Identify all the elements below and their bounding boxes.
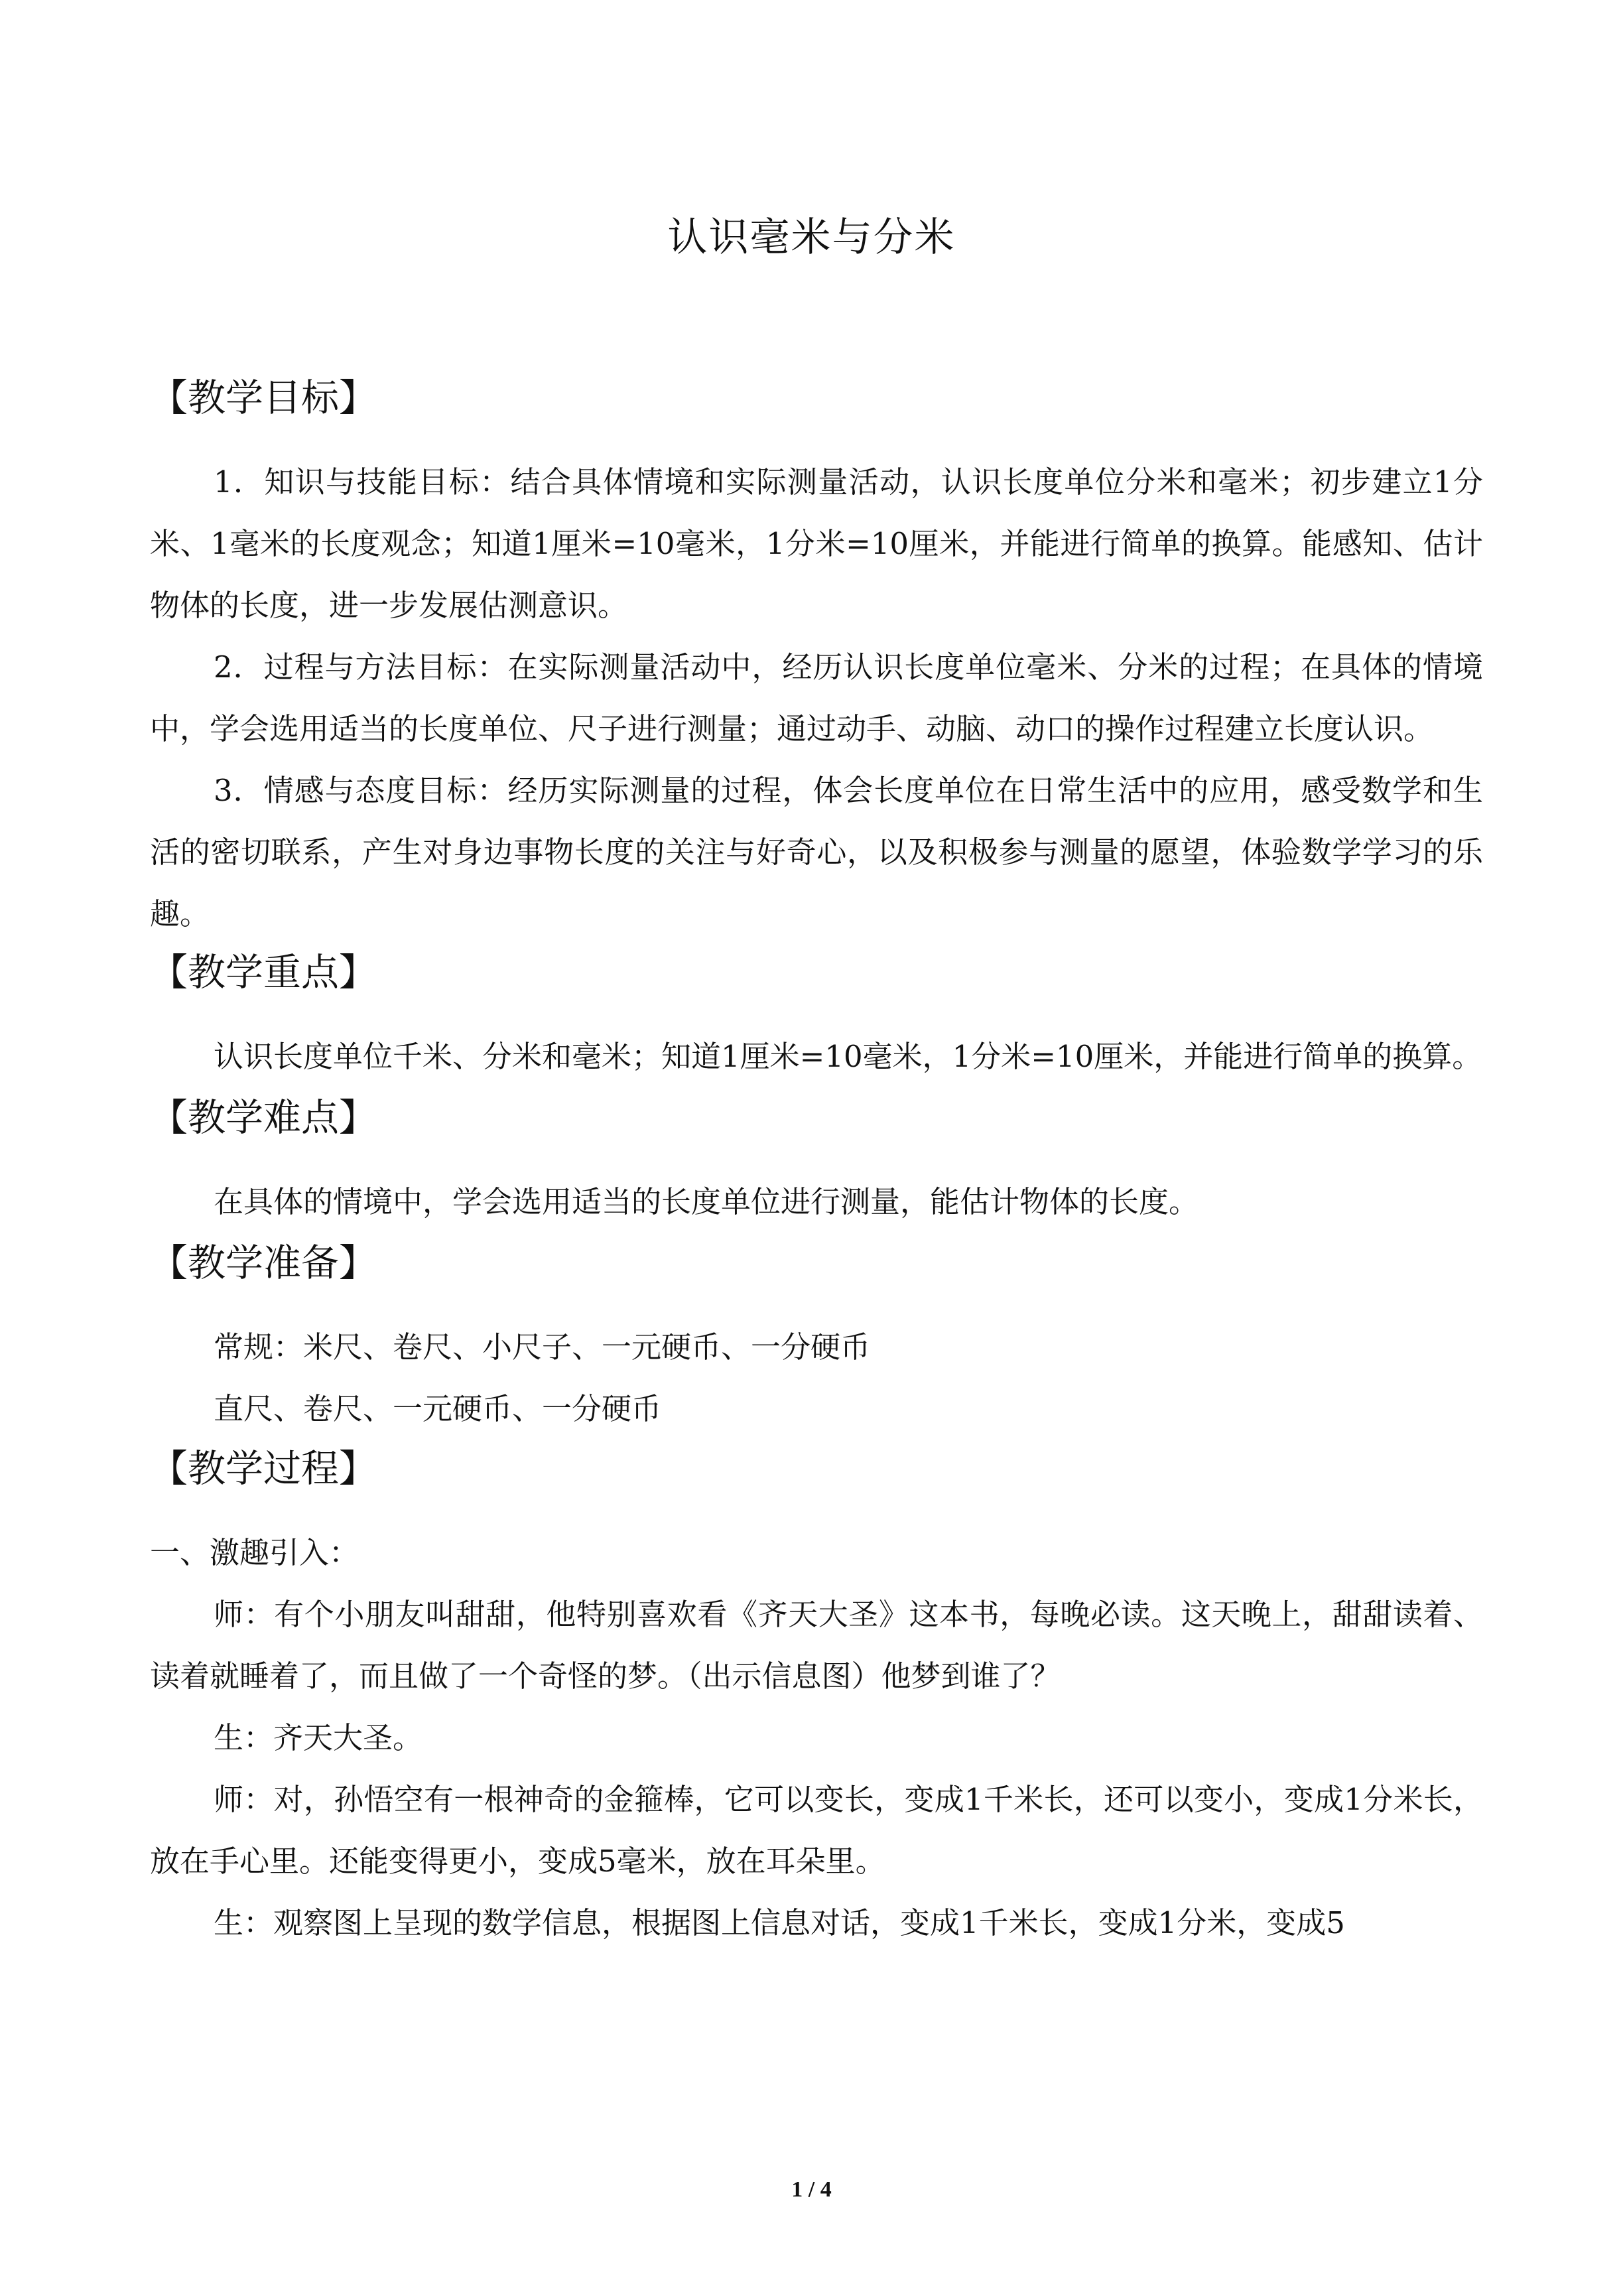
page-number: 1 / 4 [791,2177,832,2202]
process-paragraph: 师：对，孙悟空有一根神奇的金箍棒，它可以变长，变成1千米长，还可以变小，变成1分米长，放在手心里。还能变得更小，变成5毫米，放在耳朵里。 [150,1782,1483,1879]
process-paragraph: 生：观察图上呈现的数学信息，根据图上信息对话，变成1千米长，变成1分米，变成5 [214,1905,1345,1940]
objective-item: 1．知识与技能目标：结合具体情境和实际测量活动，认识长度单位分米和毫米；初步建立1分米、1毫米的长度观念；知道1厘米=10毫米，1分米=10厘米，并能进行简单的换算。能感知、估计物体的长度，进一步发展估测意识。 [150,464,1483,623]
section-heading-objectives: 【教学目标】 [150,376,377,420]
process-paragraph: 师：有个小朋友叫甜甜，他特别喜欢看《齐天大圣》这本书，每晚必读。这天晚上，甜甜读着、读着就睡着了，而且做了一个奇怪的梦。（出示信息图）他梦到谁了？ [150,1597,1483,1694]
process-paragraph: 生：齐天大圣。 [214,1720,423,1755]
preparation-line: 直尺、卷尺、一元硬币、一分硬币 [214,1391,662,1426]
section-heading-process: 【教学过程】 [150,1447,377,1491]
page-title: 认识毫米与分米 [667,214,956,261]
document-body [150,371,1483,1954]
process-subheading: 一、激趣引入： [150,1535,359,1570]
key-points-text: 认识长度单位千米、分米和毫米；知道1厘米=10毫米，1分米=10厘米，并能进行简单的换算。 [214,1039,1482,1074]
section-heading-key-points: 【教学重点】 [150,951,377,994]
section-heading-difficulties: 【教学难点】 [150,1096,377,1140]
objective-item: 3．情感与态度目标：经历实际测量的过程，体会长度单位在日常生活中的应用，感受数学和生活的密切联系，产生对身边事物长度的关注与好奇心，以及积极参与测量的愿望，体验数学学习的乐趣。 [150,773,1483,931]
section-heading-preparation: 【教学准备】 [150,1241,377,1285]
difficulties-text: 在具体的情境中，学会选用适当的长度单位进行测量，能估计物体的长度。 [214,1184,1199,1219]
objective-item: 2．过程与方法目标：在实际测量活动中，经历认识长度单位毫米、分米的过程；在具体的情境中，学会选用适当的长度单位、尺子进行测量；通过动手、动脑、动口的操作过程建立长度认识。 [150,649,1483,746]
preparation-line: 常规：米尺、卷尺、小尺子、一元硬币、一分硬币 [214,1329,871,1365]
